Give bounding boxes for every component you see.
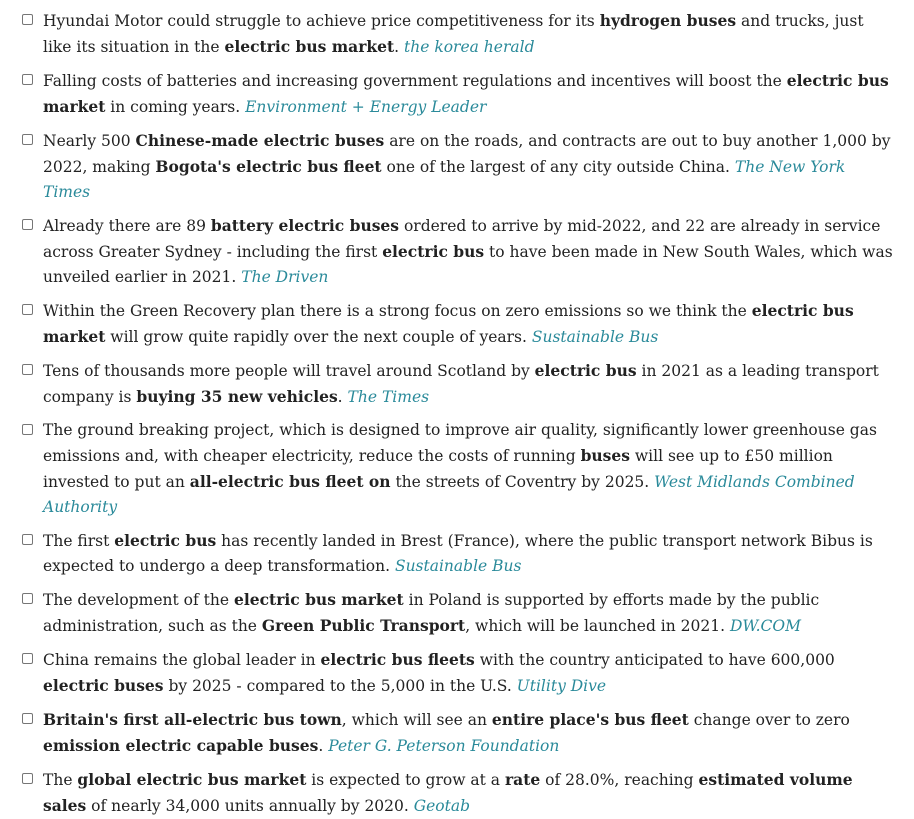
source-link[interactable]: The Times — [347, 388, 430, 406]
keyword-highlight: buses — [580, 446, 630, 465]
item-checkbox[interactable] — [22, 713, 33, 724]
list-item — [22, 358, 896, 410]
item-text — [43, 767, 896, 819]
text-segment: The development of the — [43, 591, 234, 609]
text-segment: in 2021 as a leading transport company is — [43, 362, 879, 406]
keyword-highlight: estimated volume sales — [43, 770, 853, 815]
source-link[interactable]: Utility Dive — [516, 677, 607, 695]
source-link[interactable]: Sustainable Bus — [394, 557, 522, 575]
item-text — [43, 213, 896, 290]
keyword-highlight: electric bus — [114, 531, 217, 550]
item-checkbox[interactable] — [22, 534, 33, 545]
keyword-highlight: rate — [504, 770, 541, 789]
text-segment: the streets of Coventry by 2025. — [390, 473, 655, 491]
text-segment: Nearly 500 — [43, 132, 136, 150]
text-segment: to have been made in New South Wales, which was unveiled earlier in 2021. — [43, 243, 893, 286]
text-segment: Already there are 89 — [43, 217, 211, 235]
item-checkbox[interactable] — [22, 14, 33, 25]
text-segment: . — [318, 737, 329, 755]
list-item — [22, 707, 896, 759]
keyword-highlight: all-electric bus fleet on — [189, 472, 391, 491]
source-link[interactable]: Geotab — [413, 797, 471, 815]
keyword-highlight: Green Public Transport — [261, 616, 466, 635]
item-text — [43, 68, 896, 120]
text-segment: in Poland is supported by efforts made by the public administration, such as the — [43, 591, 820, 635]
text-segment: and trucks, just like its situation in the — [43, 12, 864, 56]
keyword-highlight: battery electric buses — [210, 216, 400, 235]
text-segment: will grow quite rapidly over the next couple of years. — [105, 328, 532, 346]
item-checkbox[interactable] — [22, 773, 33, 784]
item-checkbox[interactable] — [22, 219, 33, 230]
text-segment: The ground breaking project, which is designed to improve air quality, significantly lower greenhouse gas emissions and, with cheaper electricity, reduce the costs of running — [43, 421, 877, 465]
source-link[interactable]: The Driven — [241, 268, 329, 286]
text-segment: in coming years. — [105, 98, 246, 116]
keyword-highlight: electric buses — [43, 676, 164, 695]
list-item — [22, 647, 896, 699]
source-link[interactable]: DW.COM — [729, 617, 801, 635]
keyword-highlight: Chinese-made electric buses — [135, 131, 385, 150]
keyword-highlight: electric bus market — [43, 71, 889, 116]
text-segment: . — [337, 388, 348, 406]
text-segment: Hyundai Motor could struggle to achieve price competitiveness for its — [43, 12, 600, 30]
text-segment: , which will see an — [341, 711, 492, 729]
text-segment: by 2025 - compared to the 5,000 in the U.S. — [163, 677, 517, 695]
list-item — [22, 767, 896, 819]
list-item — [22, 587, 896, 639]
item-text — [43, 8, 896, 60]
keyword-highlight: electric bus market — [224, 37, 395, 56]
keyword-highlight: electric bus market — [233, 590, 404, 609]
list-item — [22, 213, 896, 290]
item-checkbox[interactable] — [22, 653, 33, 664]
item-checkbox[interactable] — [22, 593, 33, 604]
source-link[interactable]: Sustainable Bus — [531, 328, 659, 346]
item-text — [43, 298, 896, 350]
text-segment: China remains the global leader in — [43, 651, 321, 669]
keyword-highlight: electric bus — [534, 361, 637, 380]
text-segment: of nearly 34,000 units annually by 2020. — [86, 797, 414, 815]
source-link[interactable]: West Midlands Combined Authority — [43, 473, 855, 516]
list-item — [22, 8, 896, 60]
list-item — [22, 68, 896, 120]
text-segment: one of the largest of any city outside China. — [381, 158, 735, 176]
item-text — [43, 647, 896, 699]
text-segment: , which will be launched in 2021. — [465, 617, 730, 635]
item-text — [43, 707, 896, 759]
item-checkbox[interactable] — [22, 74, 33, 85]
text-segment: Tens of thousands more people will travel around Scotland by — [43, 362, 535, 380]
keyword-highlight: emission electric capable buses — [43, 736, 319, 755]
item-checkbox[interactable] — [22, 304, 33, 315]
item-text — [43, 418, 896, 520]
item-text — [43, 528, 896, 579]
text-segment: The first — [43, 532, 115, 550]
text-segment: . — [394, 38, 405, 56]
text-segment: are on the roads, and contracts are out to buy another 1,000 by 2022, making — [43, 132, 891, 176]
source-link[interactable]: the korea herald — [404, 38, 535, 56]
text-segment: has recently landed in Brest (France), where the public transport network Bibus is expected to undergo a deep transformation. — [43, 532, 873, 575]
text-segment: with the country anticipated to have 600,000 — [474, 651, 835, 669]
keyword-highlight: entire place's bus fleet — [491, 710, 689, 729]
text-segment: Falling costs of batteries and increasing government regulations and incentives will boost the — [43, 72, 787, 90]
keyword-highlight: hydrogen buses — [599, 11, 737, 30]
item-text — [43, 358, 896, 410]
item-text — [43, 128, 896, 205]
list-item — [22, 528, 896, 579]
item-checkbox[interactable] — [22, 134, 33, 145]
source-link[interactable]: Peter G. Peterson Foundation — [328, 737, 560, 755]
keyword-highlight: electric bus fleets — [320, 650, 475, 669]
keyword-highlight: global electric bus market — [77, 770, 307, 789]
list-item — [22, 418, 896, 520]
text-segment: change over to zero — [688, 711, 850, 729]
keyword-highlight: buying 35 new vehicles — [136, 387, 338, 406]
keyword-highlight: electric bus — [382, 242, 485, 261]
keyword-highlight: Britain's first all-electric bus town — [43, 710, 342, 729]
source-link[interactable]: The New York Times — [43, 158, 846, 201]
keyword-highlight: electric bus market — [43, 301, 854, 346]
item-checkbox[interactable] — [22, 364, 33, 375]
text-segment: ordered to arrive by mid-2022, and 22 are already in service across Greater Sydney - including the first — [43, 217, 881, 261]
item-text — [43, 587, 896, 639]
text-segment: is expected to grow at a — [306, 771, 505, 789]
source-link[interactable]: Environment + Energy Leader — [245, 98, 487, 116]
item-checkbox[interactable] — [22, 424, 33, 435]
list-item — [22, 298, 896, 350]
list-item — [22, 128, 896, 205]
text-segment: The — [43, 771, 78, 789]
text-segment: of 28.0%, reaching — [540, 771, 699, 789]
text-segment: will see up to £50 million invested to put an — [43, 447, 833, 491]
text-segment: Within the Green Recovery plan there is a strong focus on zero emissions so we think the — [43, 302, 752, 320]
keyword-highlight: Bogota's electric bus fleet — [155, 157, 382, 176]
